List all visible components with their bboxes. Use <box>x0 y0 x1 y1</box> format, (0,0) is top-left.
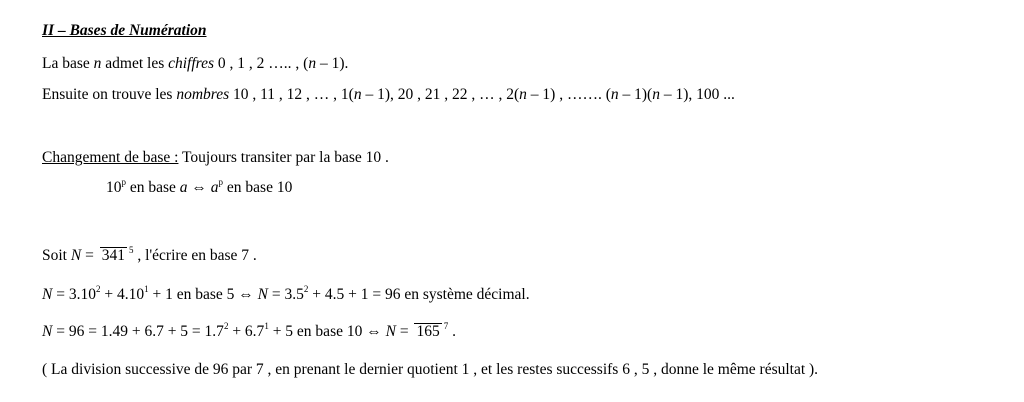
overlined-number: 341 <box>101 247 125 264</box>
base-equivalence: 10$^p$ en base a ⇔ $a^p$ en base 10 <box>106 177 293 196</box>
conversion-base5-line: $N = 3.10^2 + 4.10^1 + 1$ en base 5 ⇔ $N = 3.5^2 + 4.5 + 1 = 96$ en système décimal. <box>42 284 530 303</box>
example-statement: Soit N = 341 $^5$ , l'écrire en base 7 . <box>42 245 257 264</box>
conversion-base7-line: $N = 96 = 1.49 + 6.7 + 5 = 1.7^2 + 6.7^1 + 5$ en base 10 ⇔ N = 165 $^7$ . <box>42 321 456 340</box>
numbers-line: Ensuite on trouve les nombres 10 , 11 , 12 , … , 1(n – 1), 20 , 21 , 22 , … , 2(n – 1) , ……. (n – 1)(n – 1), 100 ... <box>42 86 735 103</box>
change-base-line: Changement de base : Toujours transiter par la base 10 . <box>42 149 389 166</box>
change-base-label: Changement de base : <box>42 149 179 166</box>
overlined-number: 165 <box>416 323 440 340</box>
base-digits-line: La base n admet les chiffres 0 , 1 , 2 ….. , (n – 1). <box>42 55 349 72</box>
section-title: II – Bases de Numération <box>42 22 207 39</box>
division-note: ( La division successive de 96 par 7 , en prenant le dernier quotient 1 , et les restes successifs 6 , 5 , donne le même résultat ). <box>42 361 819 378</box>
